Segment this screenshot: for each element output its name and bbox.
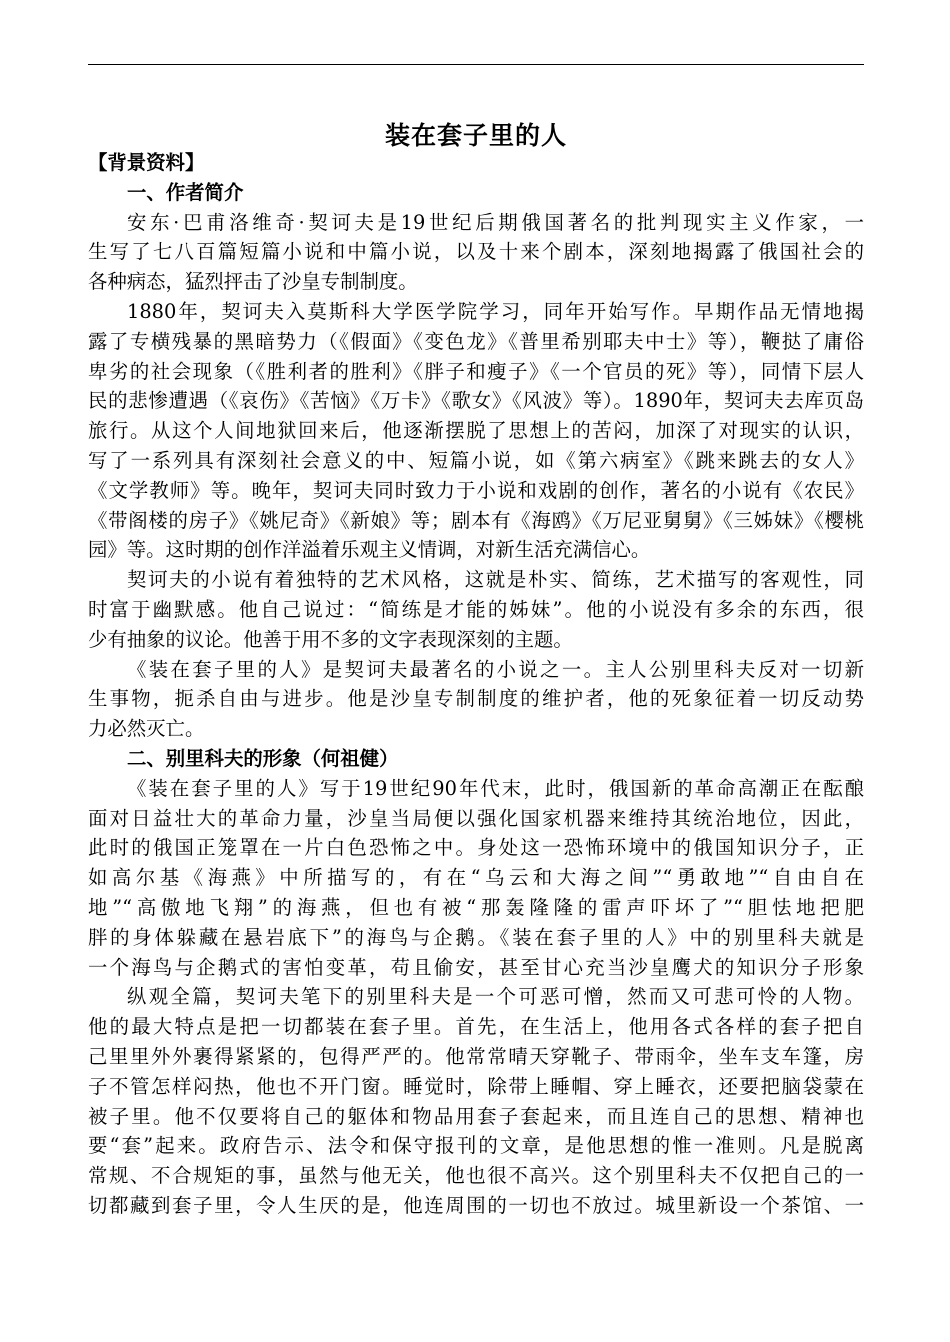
text-line: 子不管怎样闷热，他也不开门窗。睡觉时，除带上睡帽、穿上睡衣，还要把脑袋蒙在 [88,1074,864,1098]
text-line: 卑劣的社会现象（《胜利者的胜利》《胖子和瘦子》《一个官员的死》等），同情下层人 [88,359,864,383]
text-line: 《文学教师》等。晚年，契诃夫同时致力于小说和戏剧的创作，著名的小说有《农民》 [88,478,864,502]
text-line: 面对日益壮大的革命力量，沙皇当局便以强化国家机器来维持其统治地位，因此， [88,806,864,830]
text-line: 安东·巴甫洛维奇·契诃夫是19世纪后期俄国著名的批判现实主义作家，一 [127,210,864,234]
text-line: 力必然灭亡。 [88,717,205,741]
text-line: 要“套”起来。政府告示、法令和保守报刊的文章，是他思想的惟一准则。凡是脱离 [88,1134,864,1158]
text-line: 写了一系列具有深刻社会意义的中、短篇小说，如《第六病室》《跳来跳去的女人》 [88,448,864,472]
document-page [88,0,864,1342]
document-title: 装在套子里的人 [384,121,567,150]
text-line: 生事物，扼杀自由与进步。他是沙皇专制制度的维护者，他的死象征着一切反动势 [88,687,864,711]
text-line: 契诃夫的小说有着独特的艺术风格，这就是朴实、简练，艺术描写的客观性，同 [127,568,864,592]
text-line: 各种病态，猛烈抨击了沙皇专制制度。 [88,270,418,294]
text-line: 露了专横残暴的黑暗势力（《假面》《变色龙》《普里希别耶夫中士》等），鞭挞了庸俗 [88,329,864,353]
text-line: 切都藏到套子里，令人生厌的是，他连周围的一切也不放过。城里新设一个茶馆、一 [88,1193,864,1217]
text-line: 少有抽象的议论。他善于用不多的文字表现深刻的主题。 [88,627,573,651]
text-line: 如高尔基《海燕》中所描写的，有在“乌云和大海之间”“勇敢地”“自由自在 [88,866,864,890]
text-line: 他的最大特点是把一切都装在套子里。首先，在生活上，他用各式各样的套子把自 [88,1015,864,1039]
header-rule [88,64,864,65]
section-label: 【背景资料】 [88,151,205,174]
heading-author-intro: 一、作者简介 [127,180,244,204]
text-line: 时富于幽默感。他自己说过：“简练是才能的姊妹”。他的小说没有多余的东西，很 [88,597,864,621]
text-line: 己里里外外裹得紧紧的，包得严严的。他常常晴天穿靴子、带雨伞，坐车支车篷，房 [88,1044,864,1068]
text-line: 园》等。这时期的创作洋溢着乐观主义情调，对新生活充满信心。 [88,538,651,562]
text-line: 此时的俄国正笼罩在一片白色恐怖之中。身处这一恐怖环境中的俄国知识分子，正 [88,836,864,860]
document-body [88,148,864,1221]
text-line: 旅行。从这个人间地狱回来后，他逐渐摆脱了思想上的苦闷，加深了对现实的认识， [88,419,864,443]
text-line: 1880年，契诃夫入莫斯科大学医学院学习，同年开始写作。早期作品无情地揭 [127,299,864,323]
text-line: 《带阁楼的房子》《姚尼奇》《新娘》等；剧本有《海鸥》《万尼亚舅舅》《三姊妹》《樱桃 [88,508,864,532]
text-line: 胖的身体躲藏在悬岩底下”的海鸟与企鹅。《装在套子里的人》中的别里科夫就是 [88,925,864,949]
text-line: 常规、不合规矩的事，虽然与他无关，他也很不高兴。这个别里科夫不仅把自己的一 [88,1164,864,1188]
text-line: 一个海鸟与企鹅式的害怕变革，苟且偷安，甚至甘心充当沙皇鹰犬的知识分子形象 [88,955,864,979]
heading-character-image: 二、别里科夫的形象（何祖健） [127,746,399,770]
text-line: 地”“高傲地飞翔”的海燕，但也有被“那轰隆隆的雷声吓坏了”“胆怯地把肥 [88,895,864,919]
text-line: 《装在套子里的人》是契诃夫最著名的小说之一。主人公别里科夫反对一切新 [127,657,864,681]
text-line: 被子里。他不仅要将自己的躯体和物品用套子套起来，而且连自己的思想、精神也 [88,1104,864,1128]
text-line: 生写了七八百篇短篇小说和中篇小说，以及十来个剧本，深刻地揭露了俄国社会的 [88,240,864,264]
text-line: 民的悲惨遭遇（《哀伤》《苦恼》《万卡》《歌女》《风波》等）。1890年，契诃夫去库页岛 [88,389,864,413]
text-line: 《装在套子里的人》写于19世纪90年代末，此时，俄国新的革命高潮正在酝酿 [127,776,864,800]
text-line: 纵观全篇，契诃夫笔下的别里科夫是一个可恶可憎，然而又可悲可怜的人物。 [127,985,864,1009]
